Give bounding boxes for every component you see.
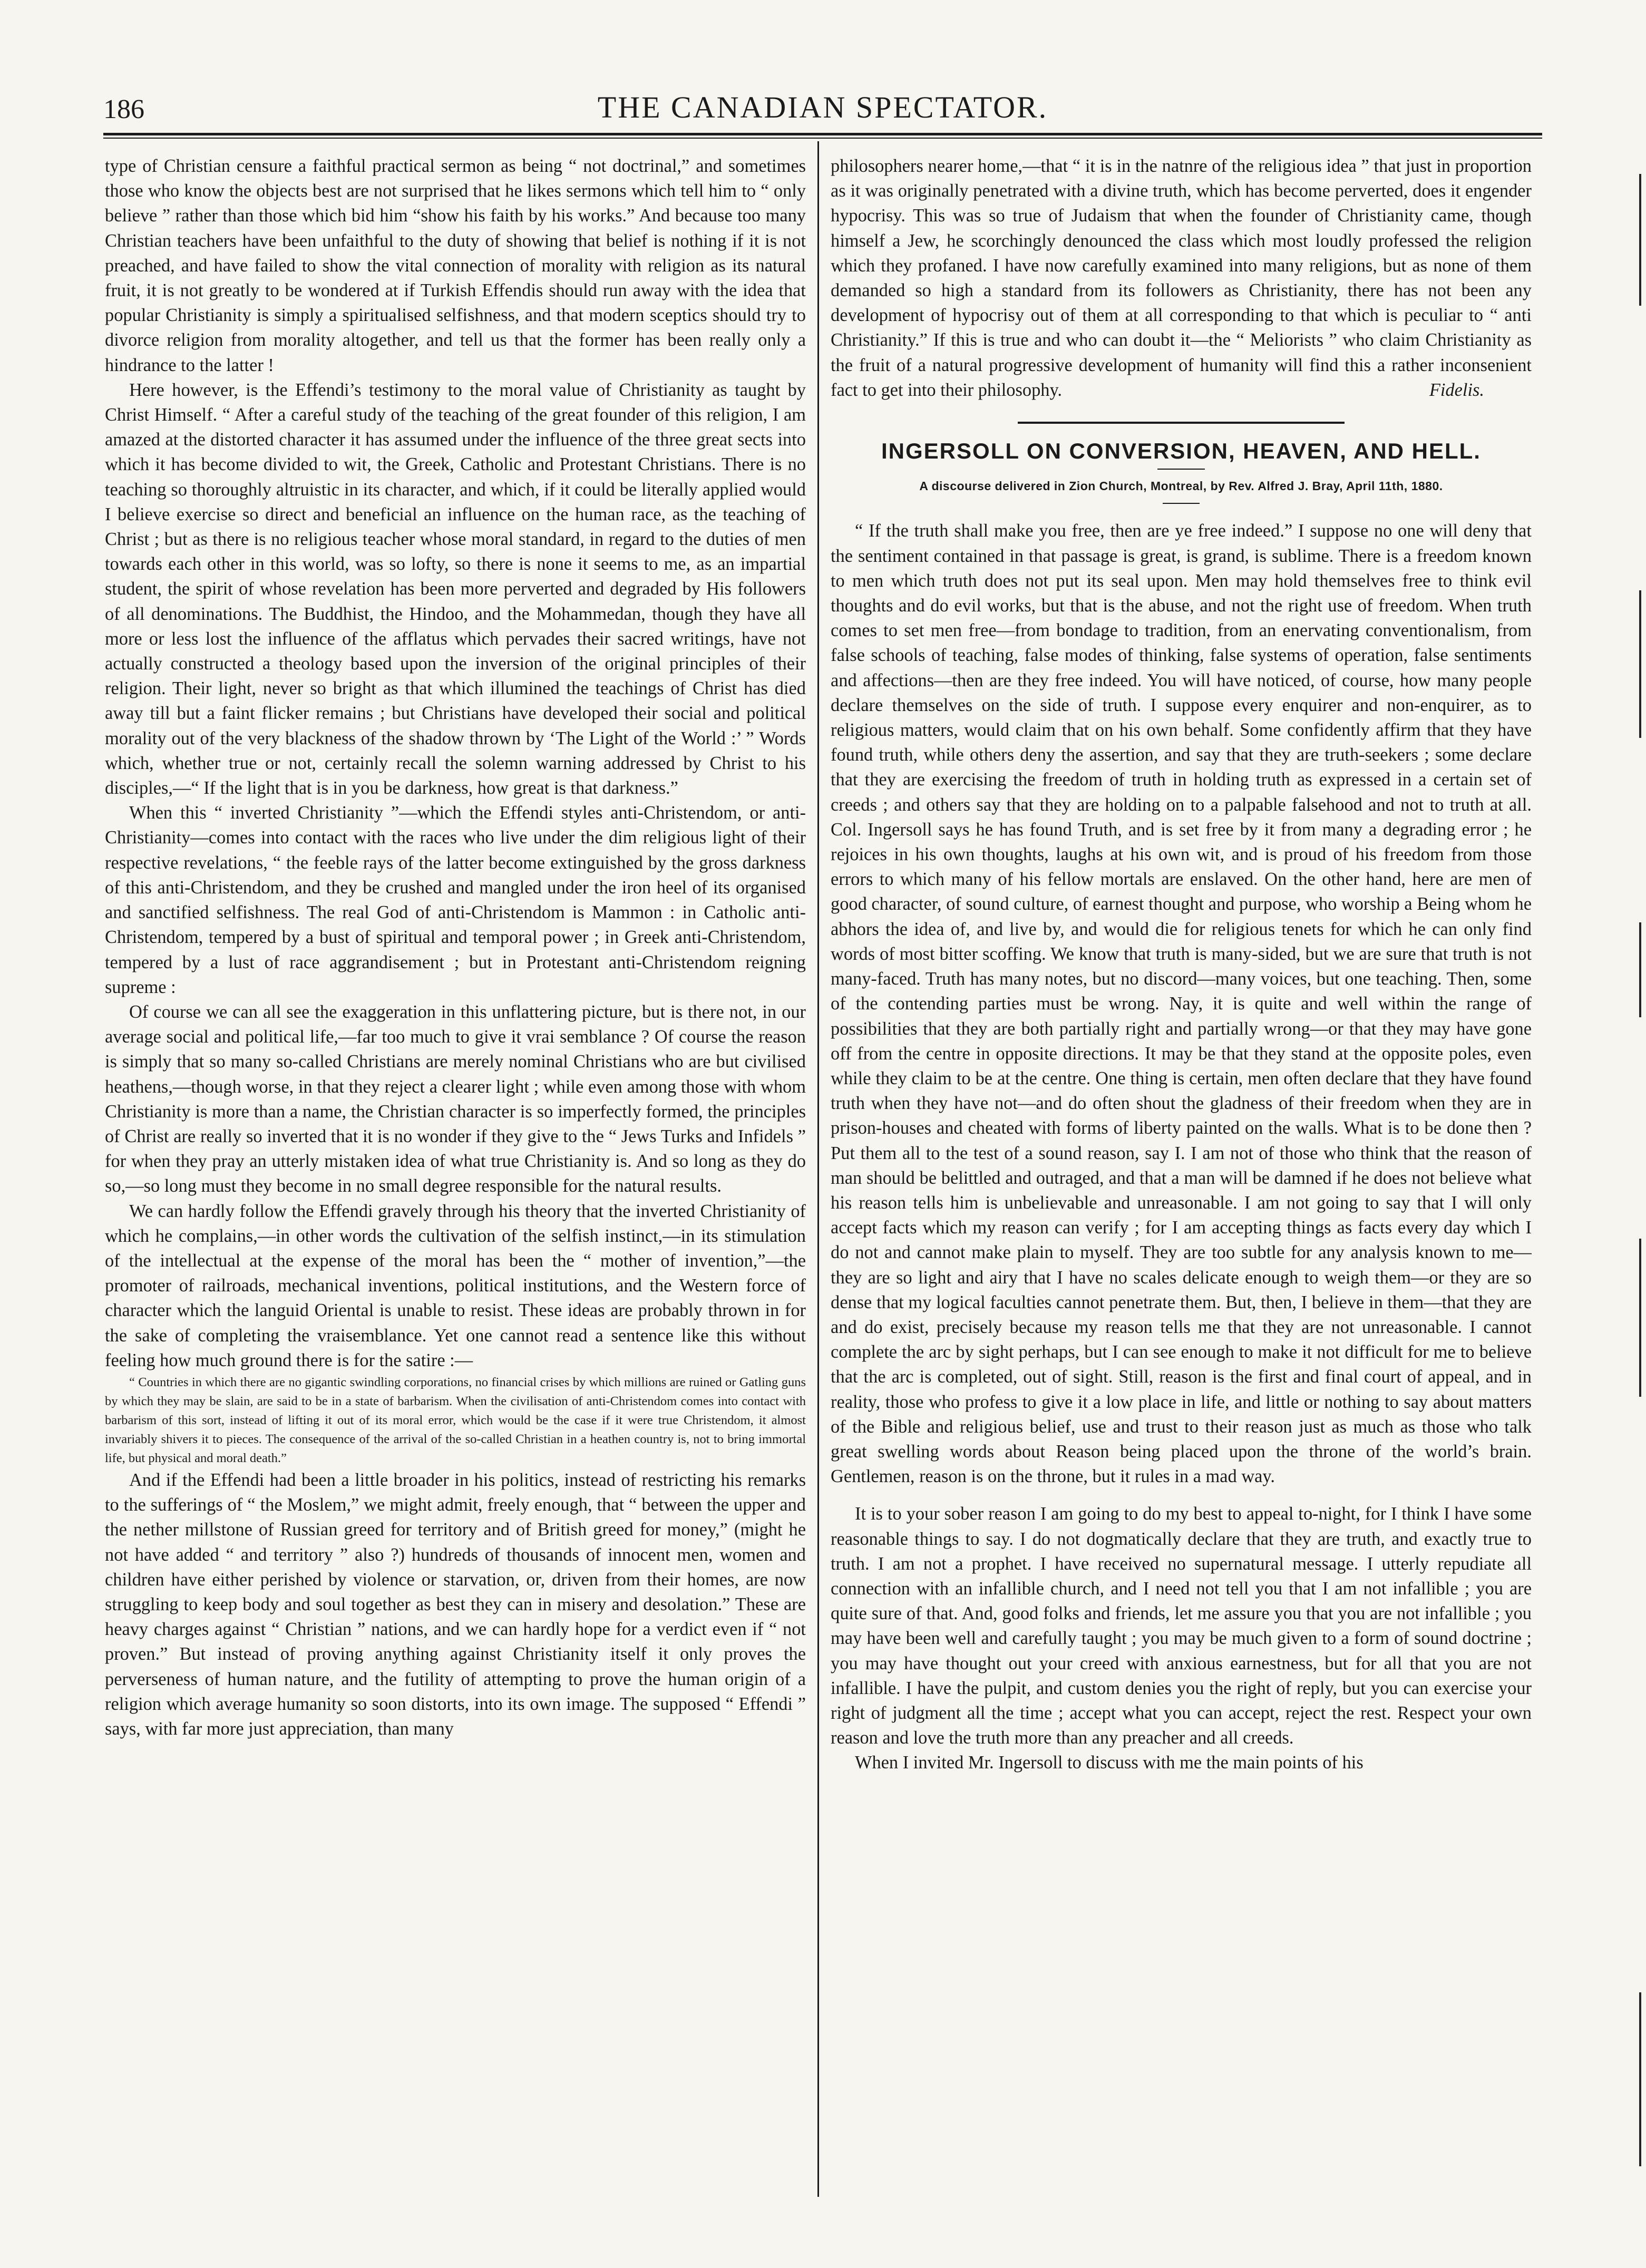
satire-quote: “ Countries in which there are no gigantic swindling corporations, no financial crises by which millions are ruined or Gatling guns by which they may be slain, are said to be in a state of barbarism. When the civilisation of anti-Christendom comes into contact with barbarism of this sort, instead of lifting it out of its moral error, which would be the case if it were true Christendom, it almost invariably shivers it to pieces. The consequence of the arrival of the so-called Christian in a heathen country is, not to bring immortal life, but physical and moral death.” (105, 1375, 806, 1465)
left-column (105, 154, 806, 2188)
column-divider (817, 141, 819, 2197)
right-paragraph-3: It is to your sober reason I am going to do my best to appeal to-night, for I think I have some reasonable things to say. I do not dogmatically declare that they are truth, and exactly true to truth. I am not a prophet. I have received no supernatural message. I utterly repudiate all connection with an infallible church, and I need not tell you that I am not infallible ; you are quite sure of that. And, good folks and friends, let me assure you that you are not infallible ; you may have been well and carefully taught ; you may be much given to a form of sound doctrine ; you may have thought out your creed with anxious earnestness, but for all that you are not infallible. I have the pulpit, and custom denies you the right of reply, but you can exercise your right of judgment all the time ; accept what you can accept, reject the rest. Respect your own reason and love the truth more than any preacher and all creeds. (831, 1504, 1532, 1748)
right-paragraph-4: When I invited Mr. Ingersoll to discuss with me the main points of his (855, 1753, 1363, 1773)
title-rule (1157, 469, 1205, 470)
page-header (103, 90, 1542, 132)
signature: Fidelis. (1429, 380, 1484, 401)
right-paragraph-1: philosophers nearer home,—that “ it is in the natnre of the religious idea ” that just in proportion as it was originally penetrated with a divine truth, which has become perverted, does it engender hypocrisy. This was so true of Judaism that when the founder of Christianity came, though himself a Jew, he scorchingly denounced the class which most loudly professed the religion which they profaned. I have now carefully examined into many religions, but as none of them demanded so high a standard from its followers as Christianity, there has not been any development of hypocrisy out of them at all corresponding to that which is peculiar to “ anti Christianity.” If this is true and who can doubt it—the “ Meliorists ” who claim Christianity as the fruit of a natural progressive development of humanity will find this a rather inconsenient fact to get into their philosophy. (831, 156, 1532, 400)
left-paragraph-3: When this “ inverted Christianity ”—which the Effendi styles anti-Christendom, or anti-Christianity—comes into contact with the races who live under the dim religious light of their respective revelations, “ the feeble rays of the latter become extinguished by the gross darkness of this anti-Christendom, and they be crushed and mangled under the iron heel of its organised and sanctified selfishness. The real God of anti-Christendom is Mammon : in Catholic anti-Christendom, tempered by a bust of spiritual and temporal power ; in Greek anti-Christendom, tempered by a lust of race aggrandisement ; but in Protestant anti-Christendom reigning supreme : (105, 803, 806, 997)
left-paragraph-1: type of Christian censure a faithful practical sermon as being “ not doctrinal,” and sometimes those who know the objects best are not surprised that he likes sermons which tell him to “ only believe ” rather than those which bid him “show his faith by his works.” And because too many Christian teachers have been unfaithful to the duty of showing that belief is nothing if it is not preached, and have failed to show the vital connection of morality with religion as its natural fruit, it is not greatly to be wondered at if Turkish Effendis should run away with the idea that popular Christianity is simply a spiritualised selfishness, and that modern sceptics should try to divorce religion from morality altogether, and tell us that the former has been really only a hindrance to the latter ! (105, 156, 806, 375)
left-paragraph-5: We can hardly follow the Effendi gravely through his theory that the inverted Christianity of which he complains,—in other words the cultivation of the selfish instinct,—in its stimulation of the intellectual at the expense of the moral has been the “ mother of invention,”—the promoter of railroads, mechanical inventions, political institutions, and the Western force of character which the languid Oriental is unable to resist. These ideas are probably thrown in for the sake of completing the vraisemblance. Yet one cannot read a sentence like this without feeling how much ground there is for the satire :— (105, 1201, 806, 1370)
journal-title: THE CANADIAN SPECTATOR. (597, 90, 1048, 124)
dateline-rule (1163, 503, 1200, 504)
left-paragraph-4: Of course we can all see the exaggeration in this unflattering picture, but is there not, in our average social and political life,—far too much to give it vrai semblance ? Of course the reason is simply that so many so-called Christians are merely nominal Christians who are but civilised heathens,—though worse, in that they reject a clearer light ; while even among those with whom Christianity is more than a name, the Christian character is so imperfectly formed, the principles of Christ are really so inverted that it is no wonder if they give to the “ Jews Turks and Infidels ” for when they pray an utterly mistaken idea of what true Christianity is. And so long as they do so,—so long must they become in no small degree responsible for the natural results. (105, 1001, 806, 1196)
header-rule (103, 133, 1542, 139)
section-rule (1018, 422, 1345, 424)
left-paragraph-6: And if the Effendi had been a little broader in his politics, instead of restricting his remarks to the sufferings of “ the Moslem,” we might admit, freely enough, that “ between the upper and the nether millstone of Russian greed for territory and of British greed for money,” (might he not have added “ and territory ” also ?) hundreds of thousands of innocent men, women and children have either perished by violence or starvation, or, driven from their homes, are now struggling to keep body and soul together as best they can in misery and desolation.” These are heavy charges against “ Christian ” nations, and we can hardly hope for a verdict even if “ not proven.” But instead of proving anything against Christianity itself it only proves the perverseness of human nature, and the futility of attempting to prove the human origin of a religion which average humanity so soon distorts, into its own image. The supposed “ Effendi ” says, with far more just appreciation, than many (105, 1469, 806, 1739)
article-title: INGERSOLL ON CONVERSION, HEAVEN, AND HELL. (881, 439, 1481, 464)
page-number: 186 (103, 94, 144, 124)
right-column (831, 154, 1532, 2188)
right-paragraph-2: “ If the truth shall make you free, then are ye free indeed.” I suppose no one will deny that the sentiment contained in that passage is great, is grand, is sublime. There is a freedom known to men which truth does not put its seal upon. Men may hold themselves free to think evil thoughts and do evil works, but that is the abuse, and not the right use of freedom. When truth comes to set men free—from bondage to tradition, from an enervating conventionalism, from false schools of teaching, false modes of thinking, false systems of operation, false sentiments and affections—then are they free indeed. You will have noticed, of course, how many people declare themselves on the side of truth. I suppose every enquirer and non-enquirer, as to religious matters, would claim that on his own behalf. Some confidently affirm that they have found truth, while others deny the assertion, and say that they are truth-seekers ; some declare that they are exercising the freedom of truth in holding truth as expressed in a certain set of creeds ; and others say that they are holding on to a palpable falsehood and not to truth at all. Col. Ingersoll says he has found Truth, and is set free by it from many a degrading error ; he rejoices in his own thoughts, laughs at his own wit, and is proud of his freedom from those errors to which many of his fellow mortals are enslaved. On the other hand, here are men of good character, of sound culture, of earnest thought and purpose, who worship a Being whom he abhors the idea of, and live by, and would die for religious tenets for which he can only find words of most bitter scoffing. We know that truth is many-sided, but we are sure that truth is not many-faced. Truth has many notes, but no discord—many voices, but one teaching. Then, some of the contending parties must be wrong. Nay, it is quite and well within the range of possibilities that they are both partially right and partially wrong—or that they may have gone off from the centre in opposite directions. It may be that they stand at the opposite poles, even while they claim to be at the centre. One thing is certain, men often declare that they have found truth when they have not—and do often shout the gladness of their freedom when they are in prison-houses and cheated with forms of liberty painted on the walls. What is to be done then ? Put them all to the test of a sound reason, say I. I am not of those who think that the reason of man should be belittled and outraged, and that a man will be damned if he does not believe what his reason tells him is unbelievable and unreasonable. I am not going to say that I will only accept facts which my reason can verify ; for I am accepting things as facts every day which I do not and cannot make plain to myself. They are too subtle for any analysis known to me—they are so light and airy that I have no scales delicate enough to weigh them—or they are so dense that my logical faculties cannot penetrate them. But, then, I believe in them—that they are and do exist, precisely because my reason tells me that they are not unreasonable. I cannot complete the arc by sight perhaps, but I can see enough to make it not difficult for me to believe that the arc is completed, out of sight. Still, reason is the first and final court of appeal, and in reality, those who profess to give it a low place in life, and little or nothing to say about matters of the Bible and religious belief, use and trust to their reason just as much as those who talk great swelling words about Reason being placed upon the throne of the world’s brain. Gentlemen, reason is on the throne, but it rules in a mad way. (831, 521, 1532, 1487)
left-paragraph-2: Here however, is the Effendi’s testimony to the moral value of Christianity as taught by Christ Himself. “ After a careful study of the teaching of the great founder of this religion, I am amazed at the distorted character it has assumed under the influence of the three great sects into which it has become divided to wit, the Greek, Catholic and Protestant Christians. There is no teaching so thoroughly altruistic in its character, and which, if it could be literally applied would I believe exercise so direct and beneficial an influence on the human race, as the teaching of Christ ; but as there is no religious teacher whose moral standard, in regard to the duties of men towards each other in this world, was so lofty, so there is none it seems to me, as an impartial student, the spirit of whose revelation has been more perverted and degraded by His followers of all denominations. The Buddhist, the Hindoo, and the Mohammedan, though they have all more or less lost the influence of the afflatus which pervades their sacred writings, have not actually constructed a theology based upon the inversion of the original principles of their religion. Their light, never so bright as that which illumined the teachings of Christ has died away till but a faint flicker remains ; but Christians have developed their social and political morality out of the very blackness of the shadow thrown by ‘The Light of the World :’ ” Words which, whether true or not, certainly recall the solemn warning addressed by Christ to his disciples,—“ If the light that is in you be darkness, how great is that darkness.” (105, 379, 806, 799)
article-dateline: A discourse delivered in Zion Church, Montreal, by Rev. Alfred J. Bray, April 11th, 1880. (919, 479, 1443, 493)
